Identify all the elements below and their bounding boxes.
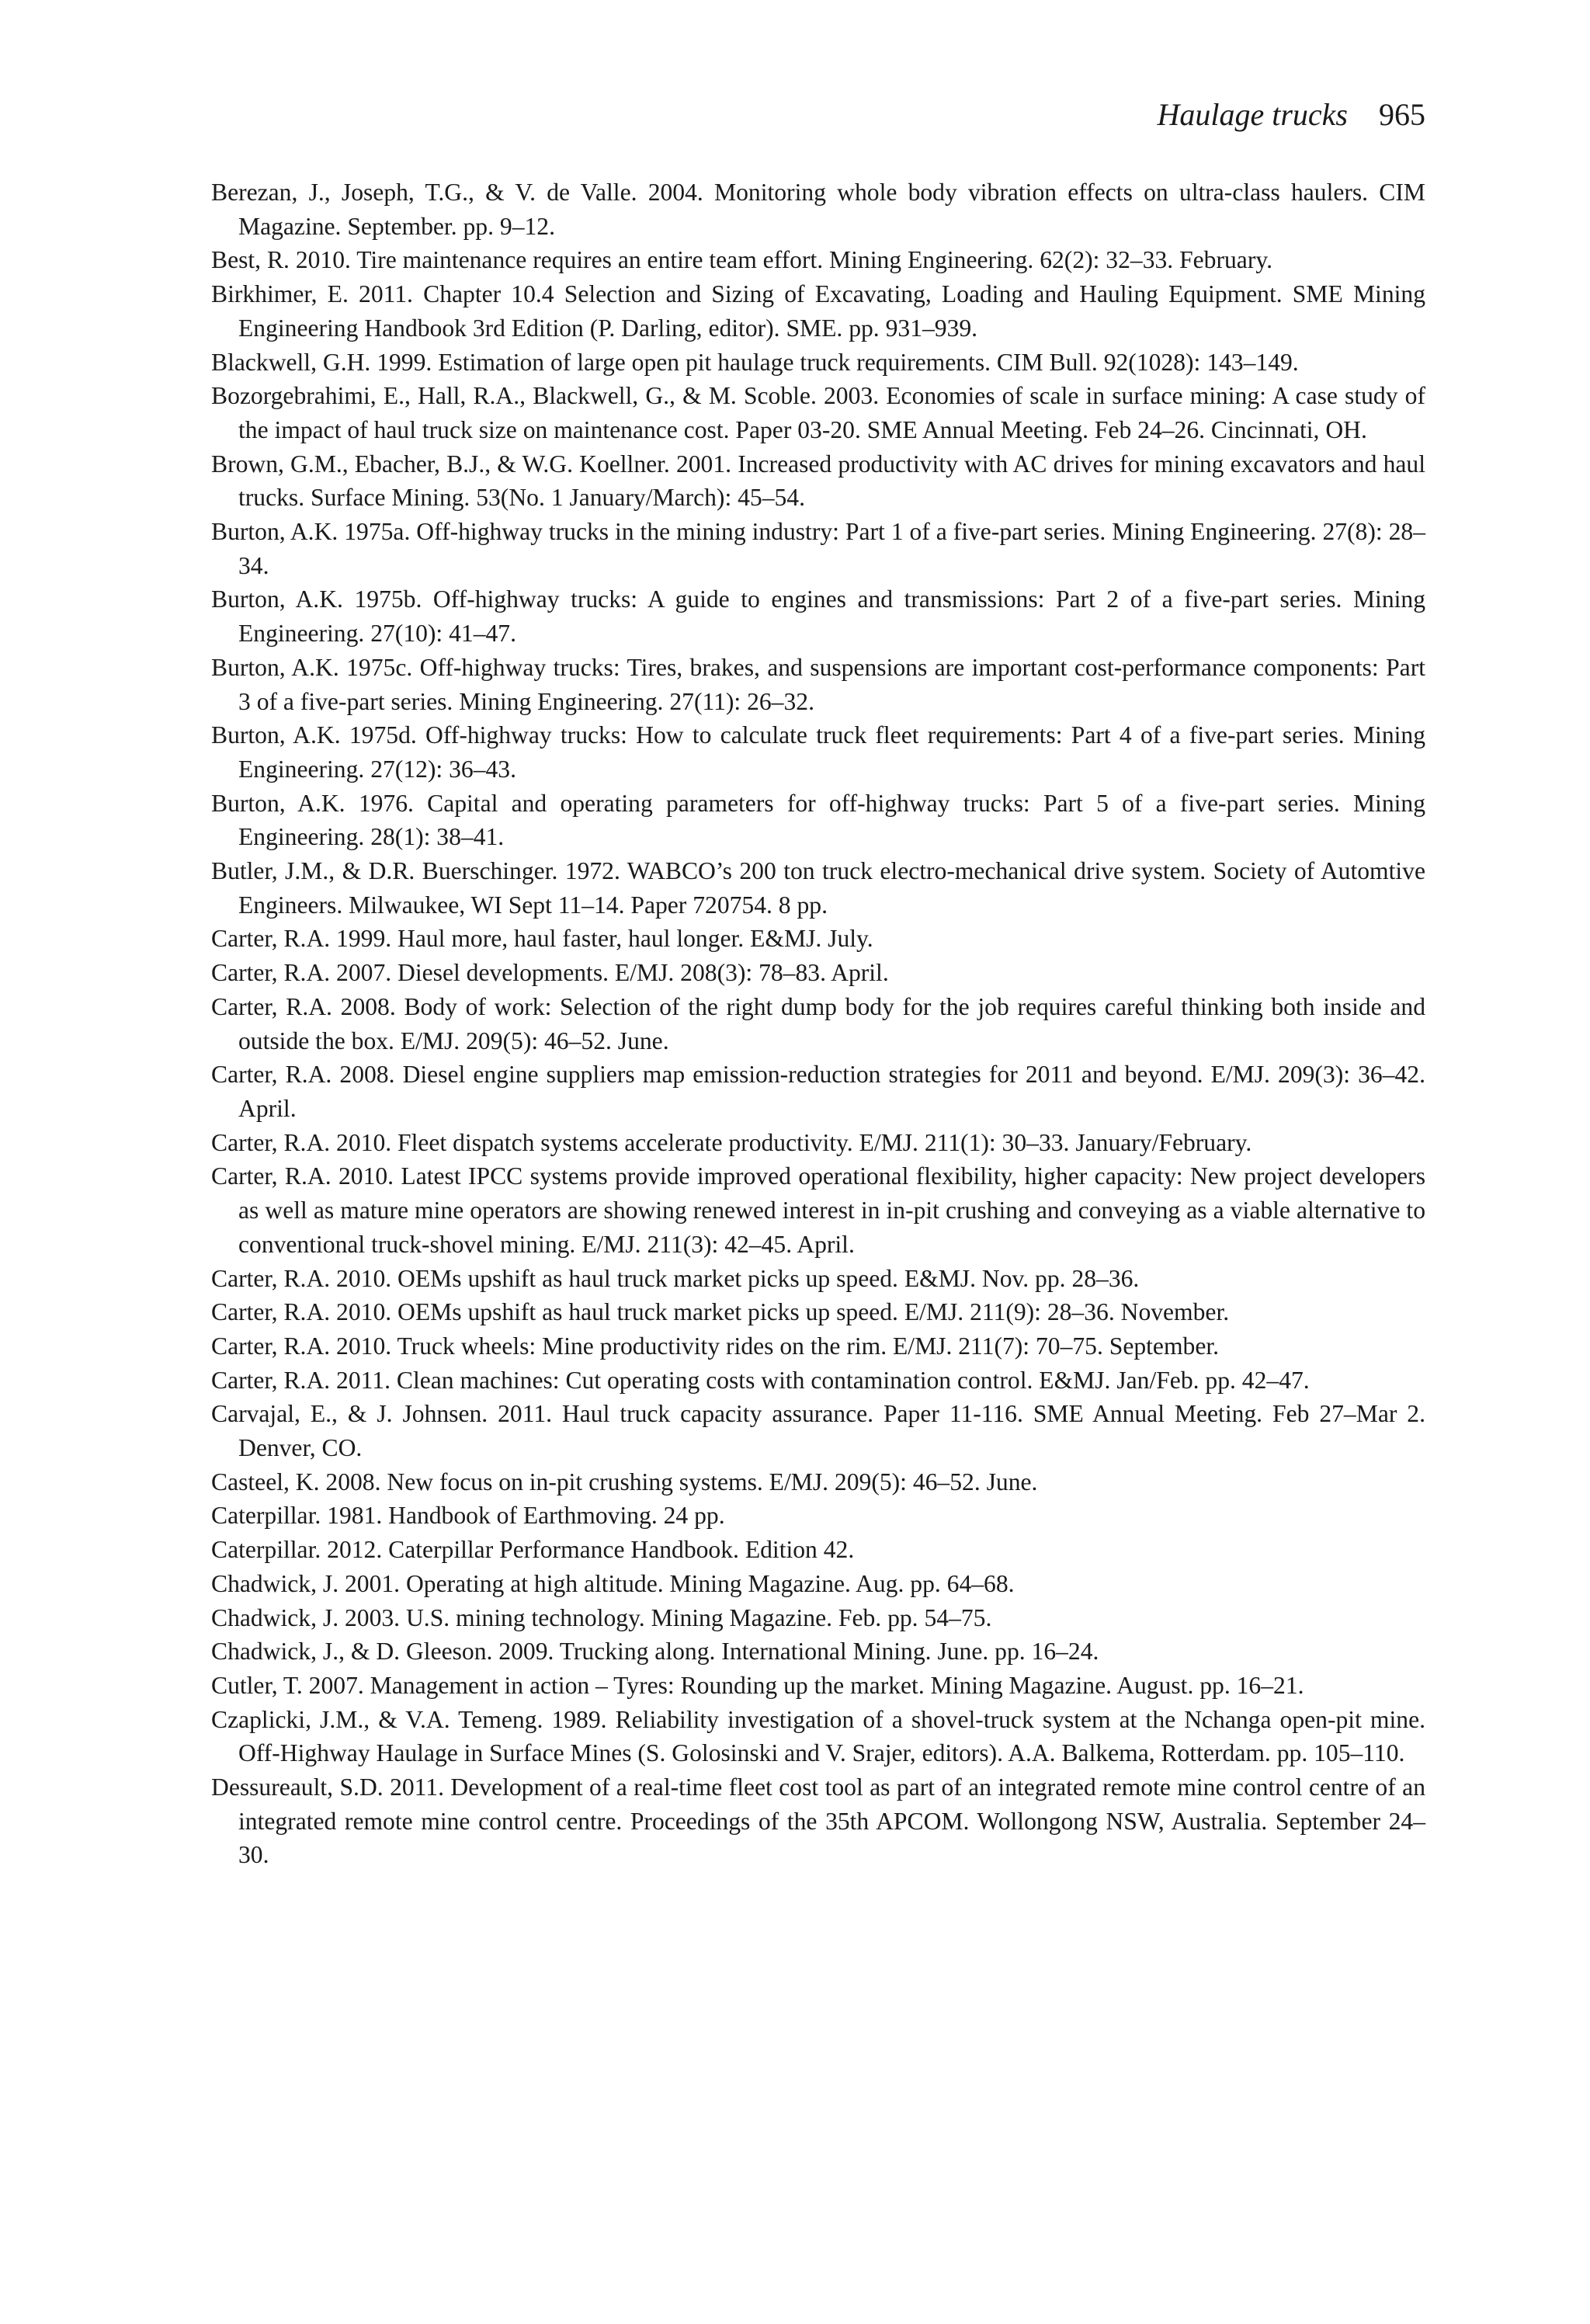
reference-item: Burton, A.K. 1975d. Off-highway trucks: How to calculate truck fleet requirements: Part 4 of a five-part series. Mining Engineering. 27(12): 36–43. (211, 721, 1425, 783)
reference-item: Best, R. 2010. Tire maintenance requires an entire team effort. Mining Engineering. 62(2): 32–33. February. (211, 246, 1272, 274)
reference-item: Carvajal, E., & J. Johnsen. 2011. Haul truck capacity assurance. Paper 11-116. SME Annual Meeting. Feb 27–Mar 2. Denver, CO. (211, 1400, 1425, 1462)
reference-item: Czaplicki, J.M., & V.A. Temeng. 1989. Reliability investigation of a shovel-truck system at the Nchanga open-pit mine. Off-Highway Haulage in Surface Mines (S. Golosinski and V. Srajer, editors). A.A. Balkema, Rotterdam. pp. 105–110. (211, 1705, 1425, 1767)
reference-item: Carter, R.A. 2011. Clean machines: Cut operating costs with contamination control. E&MJ. Jan/Feb. pp. 42–47. (211, 1366, 1310, 1394)
running-head (1157, 92, 1425, 138)
reference-item: Bozorgebrahimi, E., Hall, R.A., Blackwell, G., & M. Scoble. 2003. Economies of scale in surface mining: A case study of the impact of haul truck size on maintenance cost. Paper 03-20. SME Annual Meeting. Feb 24–26. Cincinnati, OH. (211, 382, 1425, 443)
reference-item: Carter, R.A. 2008. Diesel engine suppliers map emission-reduction strategies for 2011 and beyond. E/MJ. 209(3): 36–42. April. (211, 1061, 1425, 1122)
reference-item: Butler, J.M., & D.R. Buerschinger. 1972. WABCO’s 200 ton truck electro-mechanical drive system. Society of Automtive Engineers. Milwaukee, WI Sept 11–14. Paper 720754. 8 pp. (211, 857, 1425, 919)
reference-item: Chadwick, J., & D. Gleeson. 2009. Trucking along. International Mining. June. pp. 16–24. (211, 1638, 1099, 1666)
reference-item: Carter, R.A. 2007. Diesel developments. E/MJ. 208(3): 78–83. April. (211, 959, 889, 987)
reference-item: Carter, R.A. 2010. OEMs upshift as haul truck market picks up speed. E&MJ. Nov. pp. 28–36. (211, 1264, 1140, 1292)
reference-item: Carter, R.A. 2010. Truck wheels: Mine productivity rides on the rim. E/MJ. 211(7): 70–75. September. (211, 1332, 1220, 1360)
running-title: Haulage trucks (1157, 97, 1348, 132)
reference-item: Burton, A.K. 1976. Capital and operating parameters for off-highway trucks: Part 5 of a five-part series. Mining Engineering. 28(1): 38–41. (211, 789, 1425, 851)
reference-item: Berezan, J., Joseph, T.G., & V. de Valle. 2004. Monitoring whole body vibration effects on ultra-class haulers. CIM Magazine. September. pp. 9–12. (211, 179, 1425, 240)
reference-item: Carter, R.A. 2010. Fleet dispatch systems accelerate productivity. E/MJ. 211(1): 30–33. January/February. (211, 1128, 1252, 1156)
reference-item: Carter, R.A. 2010. OEMs upshift as haul truck market picks up speed. E/MJ. 211(9): 28–36. November. (211, 1298, 1230, 1326)
reference-item: Casteel, K. 2008. New focus on in-pit crushing systems. E/MJ. 209(5): 46–52. June. (211, 1468, 1038, 1495)
reference-item: Carter, R.A. 2008. Body of work: Selection of the right dump body for the job requires careful thinking both inside and outside the box. E/MJ. 209(5): 46–52. June. (211, 992, 1425, 1054)
reference-item: Burton, A.K. 1975a. Off-highway trucks in the mining industry: Part 1 of a five-part series. Mining Engineering. 27(8): 28–34. (211, 518, 1425, 579)
reference-item: Chadwick, J. 2001. Operating at high altitude. Mining Magazine. Aug. pp. 64–68. (211, 1569, 1015, 1597)
page-number: 965 (1379, 97, 1425, 132)
reference-item: Blackwell, G.H. 1999. Estimation of large open pit haulage truck requirements. CIM Bull. 92(1028): 143–149. (211, 348, 1299, 376)
reference-item: Chadwick, J. 2003. U.S. mining technology. Mining Magazine. Feb. pp. 54–75. (211, 1603, 992, 1631)
reference-item: Cutler, T. 2007. Management in action – Tyres: Rounding up the market. Mining Magazine. August. pp. 16–21. (211, 1671, 1304, 1699)
reference-list (211, 175, 1425, 1872)
reference-item: Brown, G.M., Ebacher, B.J., & W.G. Koellner. 2001. Increased productivity with AC drives for mining excavators and haul trucks. Surface Mining. 53(No. 1 January/March): 45–54. (211, 450, 1425, 512)
page-header (211, 92, 1425, 138)
reference-item: Birkhimer, E. 2011. Chapter 10.4 Selection and Sizing of Excavating, Loading and Hauling Equipment. SME Mining Engineering Handbook 3rd Edition (P. Darling, editor). SME. pp. 931–939. (211, 280, 1425, 342)
reference-item: Caterpillar. 2012. Caterpillar Performance Handbook. Edition 42. (211, 1536, 855, 1564)
reference-item: Carter, R.A. 2010. Latest IPCC systems provide improved operational flexibility, higher capacity: New project developers as well as mature mine operators are showing renewed interest in in-pit crushing and conveying as a viable alternative to conventional truck-shovel mining. E/MJ. 211(3): 42–45. April. (211, 1162, 1425, 1258)
reference-item: Burton, A.K. 1975c. Off-highway trucks: Tires, brakes, and suspensions are important cost-performance components: Part 3 of a five-part series. Mining Engineering. 27(11): 26–32. (211, 653, 1425, 715)
reference-item: Carter, R.A. 1999. Haul more, haul faster, haul longer. E&MJ. July. (211, 925, 873, 953)
reference-item: Caterpillar. 1981. Handbook of Earthmoving. 24 pp. (211, 1502, 725, 1530)
reference-item: Dessureault, S.D. 2011. Development of a real-time fleet cost tool as part of an integrated remote mine control centre of an integrated remote mine control centre. Proceedings of the 35th APCOM. Wollongong NSW, Australia. September 24–30. (211, 1773, 1425, 1869)
reference-item: Burton, A.K. 1975b. Off-highway trucks: A guide to engines and transmissions: Part 2 of a five-part series. Mining Engineering. 27(10): 41–47. (211, 585, 1425, 648)
